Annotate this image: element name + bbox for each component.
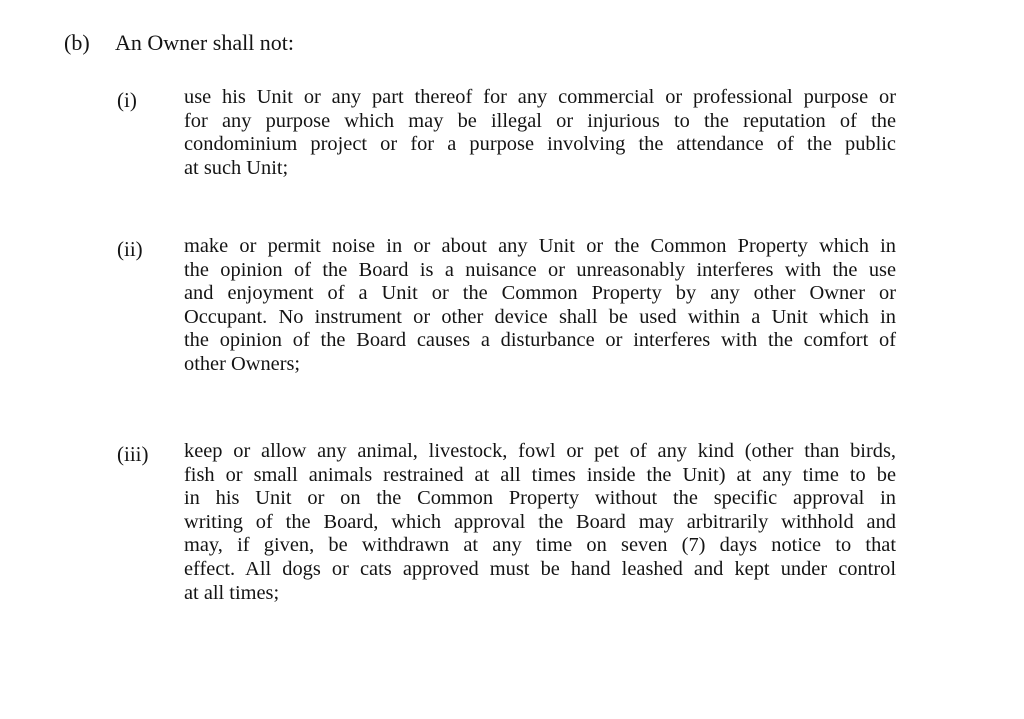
clause-line: the opinion of the Board is a nuisance or unreasonably interferes with the use — [184, 258, 896, 281]
clause-line: may, if given, be withdrawn at any time on seven (7) days notice to that — [184, 534, 896, 557]
clause-line: at all times; — [184, 581, 280, 604]
clause-text — [184, 86, 896, 180]
clause-line: writing of the Board, which approval the Board may arbitrarily withhold and — [184, 510, 896, 533]
clause-line: at such Unit; — [184, 156, 289, 179]
clause-line: the opinion of the Board causes a disturbance or interferes with the comfort of — [184, 329, 896, 352]
clause-number: (ii) — [117, 237, 143, 261]
clause-number: (i) — [117, 88, 137, 112]
clause-line: other Owners; — [184, 352, 301, 375]
clause-line: and enjoyment of a Unit or the Common Property by any other Owner or — [184, 282, 896, 305]
clause-number: (iii) — [117, 442, 149, 466]
clause-line: make or permit noise in or about any Unit or the Common Property which in — [184, 235, 896, 257]
section-letter: (b) — [64, 30, 90, 55]
clause-line: keep or allow any animal, livestock, fowl or pet of any kind (other than birds, — [184, 440, 896, 462]
clause-line: in his Unit or on the Common Property without the specific approval in — [184, 487, 896, 510]
section-heading — [64, 28, 294, 58]
clause-text — [184, 235, 896, 377]
clause-line: effect. All dogs or cats approved must be hand leashed and kept under control — [184, 557, 896, 580]
clause-text — [184, 440, 896, 605]
section-heading-text: An Owner shall not: — [115, 30, 295, 55]
clause-line: use his Unit or any part thereof for any commercial or professional purpose or — [184, 86, 896, 108]
clause-line: fish or small animals restrained at all times inside the Unit) at any time to be — [184, 463, 896, 486]
clause-line: Occupant. No instrument or other device shall be used within a Unit which in — [184, 305, 896, 328]
clause-line: for any purpose which may be illegal or injurious to the reputation of the — [184, 109, 896, 132]
clause-line: condominium project or for a purpose involving the attendance of the public — [184, 133, 896, 156]
